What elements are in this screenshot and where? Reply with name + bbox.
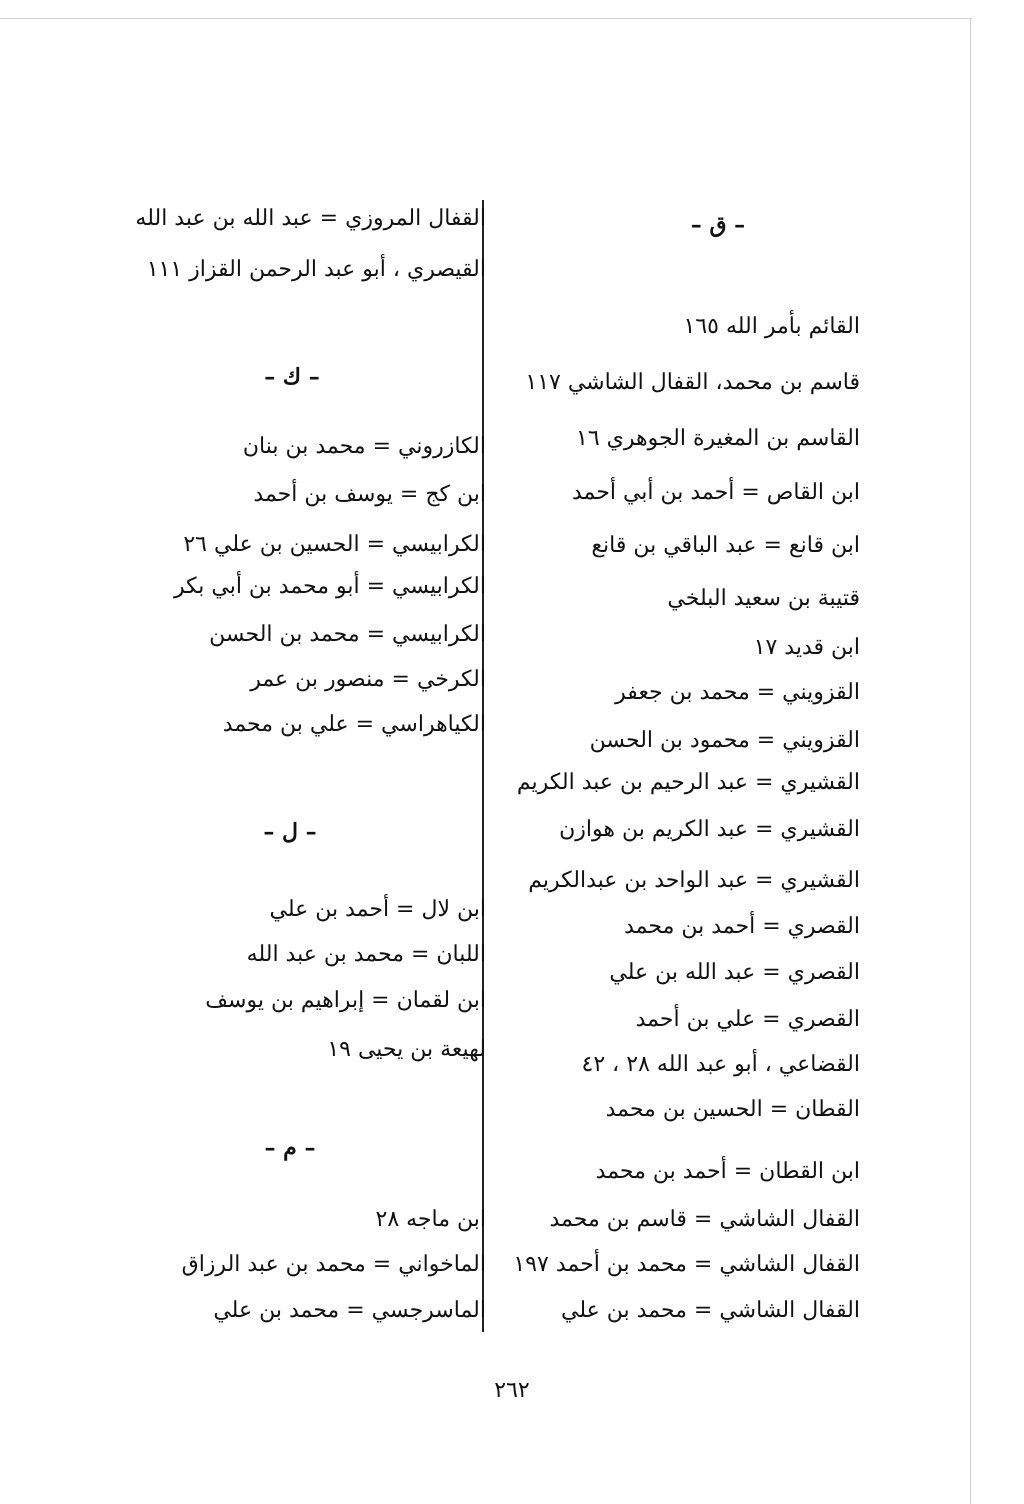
index-entry: ابن لقمان = إبراهيم بن يوسف [205,988,486,1013]
index-entry: القشيري = عبد الواحد بن عبدالكريم [528,868,860,893]
index-entry: القضاعي ، أبو عبد الله ٢٨ ، ٤٢ [581,1052,860,1077]
section-heading-kaf: – ك – [264,364,320,390]
index-entry: ابن القاص = أحمد بن أبي أحمد [571,480,860,505]
index-entry: الكرابيسي = محمد بن الحسن [209,622,486,647]
index-entry: ابن القطان = أحمد بن محمد [595,1159,860,1184]
index-entry: الماخواني = محمد بن عبد الرزاق [181,1252,486,1277]
index-entry: ابن قانع = عبد الباقي بن قانع [591,533,860,558]
page-edge-right [970,18,971,1504]
index-entry: الكياهراسي = علي بن محمد [222,712,486,737]
index-entry: القائم بأمر الله ١٦٥ [683,314,860,339]
index-entry: القفال المروزي = عبد الله بن عبد الله [135,206,486,231]
index-entry: قتيبة بن سعيد البلخي [667,586,860,611]
index-entry: الكرابيسي = الحسين بن علي ٢٦ [183,532,486,557]
section-heading-mim: – م – [264,1135,316,1161]
index-entry: القزويني = محمد بن جعفر [615,680,860,705]
page-number: ٢٦٢ [494,1378,530,1403]
section-heading-lam: – ل – [263,819,317,845]
index-entry: قاسم بن محمد، القفال الشاشي ١١٧ [525,370,860,395]
index-entry: القفال الشاشي = محمد بن أحمد ١٩٧ [513,1252,860,1277]
section-heading-qaf: – ق – [690,212,746,238]
index-entry: اللبان = محمد بن عبد الله [246,942,486,967]
index-entry: القشيري = عبد الكريم بن هوازن [559,817,860,842]
index-entry: ابن لال = أحمد بن علي [269,897,486,922]
index-entry: الكرابيسي = أبو محمد بن أبي بكر [173,574,486,599]
index-entry: لهيعة بن يحيى ١٩ [327,1037,486,1062]
index-entry: الماسرجسي = محمد بن علي [213,1298,486,1323]
index-entry: القاسم بن المغيرة الجوهري ١٦ [576,426,860,451]
index-entry: القصري = عبد الله بن علي [609,960,860,985]
index-entry: القفال الشاشي = محمد بن علي [561,1298,860,1323]
index-entry: القصري = أحمد بن محمد [624,914,860,939]
index-entry: القفال الشاشي = قاسم بن محمد [549,1207,860,1232]
index-entry: القزويني = محمود بن الحسن [589,728,860,753]
index-entry: القطان = الحسين بن محمد [605,1097,860,1122]
index-entry: ابن كج = يوسف بن أحمد [253,482,486,507]
index-entry: الكرخي = منصور بن عمر [250,667,486,692]
index-entry: القيصري ، أبو عبد الرحمن القزاز ١١١ [146,257,486,282]
index-entry: القشيري = عبد الرحيم بن عبد الكريم [516,770,860,795]
index-entry: الكازروني = محمد بن بنان [242,434,486,459]
page-edge-top [0,18,972,19]
index-entry: القصري = علي بن أحمد [635,1007,860,1032]
column-divider [482,200,484,1332]
index-entry: ابن ماجه ٢٨ [375,1207,486,1232]
index-entry: ابن قديد ١٧ [753,635,860,660]
